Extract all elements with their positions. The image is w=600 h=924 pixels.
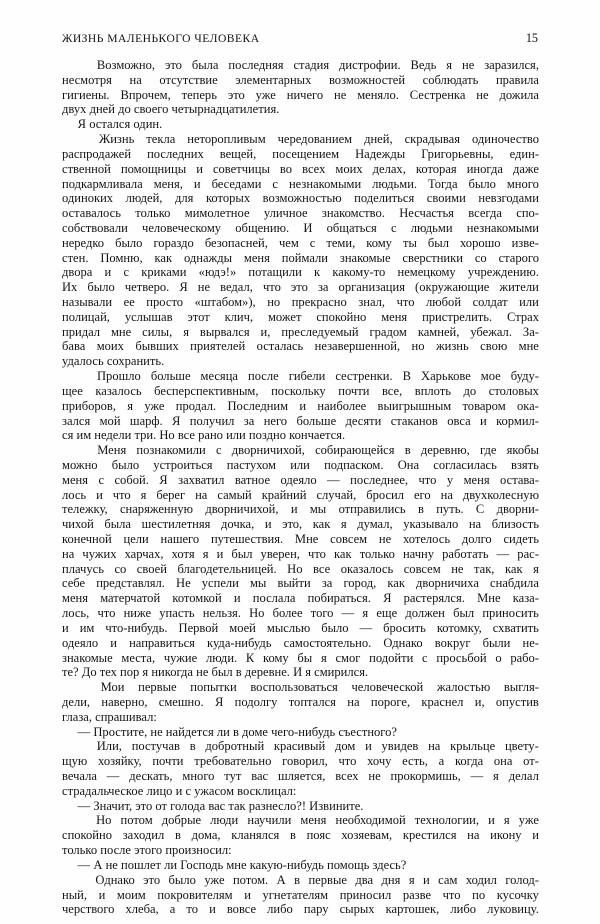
- text-line: конечной цели нашего путешествия. Мне совсем не хотелось долго сидеть: [62, 532, 539, 546]
- text-line: и им что-нибудь. Первой моей мыслью было — бросить котомку, схватить: [62, 620, 539, 635]
- paragraph-indent: [62, 132, 87, 147]
- text-line: Их было четверо. Я не ведал, что это за организация (окружающие жители: [62, 280, 539, 295]
- text-line: Мои первые попытки воспользоваться человеческой жалостью выгля-: [62, 680, 539, 695]
- running-head: [62, 31, 538, 47]
- text-line: Однако это было уже потом. А в первые два дня я и сам ходил голод-: [62, 873, 539, 888]
- text-line: одеяло и направиться куда-нибудь самостоятельно. Однако вокруг были не-: [62, 635, 539, 650]
- text-line: распродажей последних вещей, посещением Надежды Григорьевны, един-: [62, 146, 539, 161]
- text-line: меня матерчатой котомкой и послала побираться. Я растерялся. Мне каза-: [62, 591, 539, 606]
- text-line: ный, и моим покровителям и угнетателям приносил разве что по кусочку: [62, 887, 539, 902]
- text-line: Прошло больше месяца после гибели сестренки. В Харькове мое буду-: [62, 369, 539, 384]
- text-line: щее казалось бесперспективным, поскольку почти все, вплоть до столовых: [62, 383, 539, 398]
- text-line: — Простите, не найдется ли в доме чего-нибудь съестного?: [62, 724, 397, 739]
- text-line: гигиены. Впрочем, теперь это уже ничего не меняло. Сестренка не дожила: [62, 87, 539, 102]
- text-line: плачусь со своей благодетельницей. Но все оказалось совсем не так, как я: [62, 561, 539, 576]
- text-line: зался мой шарф. Я получил за него больше десяти стаканов овса и кормил-: [62, 413, 539, 428]
- text-line: щую хозяйку, почти требовательно говорил, что хочу есть, а когда она от-: [62, 754, 539, 769]
- text-line: оставалось только мимолетное уличное знакомство. Несчастья всегда спо-: [62, 206, 539, 221]
- text-line: Жизнь текла неторопливым чередованием дней, скрадывая одиночество: [62, 132, 539, 147]
- text-line: страдальческое лицо и с ужасом восклицал:: [62, 783, 297, 798]
- paragraph-indent: [62, 58, 87, 73]
- body-text: [62, 58, 539, 917]
- text-line: глаза, спрашивал:: [62, 709, 157, 724]
- text-line: меня с собой. Я захватил ватное одеяло — последнее, что у меня остава-: [62, 472, 539, 487]
- running-head-title: ЖИЗНЬ МАЛЕНЬКОГО ЧЕЛОВЕКА: [62, 32, 260, 45]
- text-line: двора и с криками «юдэ!» потащили к какому-то немецкому учреждению.: [62, 265, 539, 280]
- text-line: стен. Помню, как однажды меня поймали знакомые сверстники со старого: [62, 250, 539, 265]
- paragraph-indent: [62, 739, 87, 754]
- text-line: полицай, услышав этот клич, может спокойно меня пристрелить. Страх: [62, 309, 539, 324]
- text-line: тележку, снаряженную дворничихой, и мы отправились в путь. С дворни-: [62, 502, 539, 517]
- text-line: ственной помощницы и советчицы во всех моих делах, которая иногда даже: [62, 161, 539, 176]
- page-number: 15: [525, 31, 538, 45]
- text-line: бава моих бывших приятелей осталась незавершенной, но жизнь свою мне: [62, 339, 539, 354]
- text-line: дели, наверно, смешно. Я подолгу топтался на пороге, краснел и, опустив: [62, 694, 539, 709]
- text-line: спокойно заходил в дома, кланялся в пояс хозяевам, крестился на икону и: [62, 828, 539, 843]
- text-line: называли ее просто «штабом»), но прекрасно знал, что любой солдат или: [62, 295, 539, 309]
- paragraph-indent: [62, 680, 87, 695]
- paragraph-indent: [62, 813, 87, 828]
- text-line: Или, постучав в добротный красивый дом и увидев на крыльце цвету-: [62, 739, 539, 754]
- text-line: Меня познакомили с дворничихой, собирающейся в деревню, где якобы: [62, 443, 539, 458]
- text-line: собствовали человеческому общению. И общаться с людьми незнакомыми: [62, 220, 539, 235]
- text-line: лось и что я берег на самый крайний случай, бросил его на двухколесную: [62, 487, 539, 502]
- text-line: лось, что ниже упасть нельзя. Но более того — я еще должен был приносить: [62, 606, 539, 621]
- text-line: Возможно, это была последняя стадия дистрофии. Ведь я не заразился,: [62, 58, 539, 73]
- paragraph-indent: [62, 443, 87, 458]
- text-line: двух дней до своего четырнадцатилетия.: [62, 102, 280, 117]
- text-line: подкармливала меня, и беседами с незнакомыми людьми. Тогда было много: [62, 176, 539, 191]
- text-line: можно было устроиться пастухом или подпаском. Она согласилась взять: [62, 457, 539, 472]
- text-line: те? До тех пор я никогда не был в деревне. И я смирился.: [62, 665, 369, 680]
- text-line: черствого хлеба, а то и вовсе либо пару сырых картошек, либо луковицу.: [62, 902, 539, 917]
- text-line: на чужих харчах, хотя я и был уверен, что как только начну работать — рас-: [62, 546, 539, 561]
- text-line: ся им недели три. Но все рано или поздно кончается.: [62, 428, 346, 443]
- text-line: одиноких людей, для которых возможностью поделиться своими невзгодами: [62, 191, 539, 206]
- text-line: нередко было гораздо безопасней, чем с теми, кому ты был хорошо изве-: [62, 235, 539, 250]
- text-line: только после этого произносил:: [62, 843, 232, 858]
- text-line: чихой была шестилетняя дочка, и это, как я думал, указывало на близость: [62, 517, 539, 532]
- text-line: Я остался один.: [62, 117, 163, 132]
- text-line: — Значит, это от голода вас так разнесло?! Извините.: [62, 798, 364, 813]
- text-line: приборов, я уже продал. Последним и наиболее выигрышным товаром ока-: [62, 398, 539, 413]
- text-line: знакомые места, чужие люди. К кому бы я смог подойти с просьбой о рабо-: [62, 650, 539, 665]
- paragraph-indent: [62, 369, 87, 384]
- text-line: вечала — дескать, много тут вас шляется, всех не прокормишь, — я делал: [62, 769, 539, 783]
- text-line: придал мне силы, я вырвался и, преследуемый градом камней, убежал. За-: [62, 324, 539, 339]
- text-line: — А не пошлет ли Господь мне какую-нибудь помощь здесь?: [62, 857, 407, 872]
- text-line: удалось сохранить.: [62, 354, 165, 369]
- text-line: несмотря на отсутствие элементарных возможностей соблюдать правила: [62, 72, 539, 87]
- text-line: Но потом добрые люди научили меня необходимой технологии, и я уже: [62, 813, 539, 828]
- paragraph-indent: [62, 873, 87, 888]
- text-line: себе представлял. Не успели мы выйти за город, как дворничиха снабдила: [62, 576, 539, 591]
